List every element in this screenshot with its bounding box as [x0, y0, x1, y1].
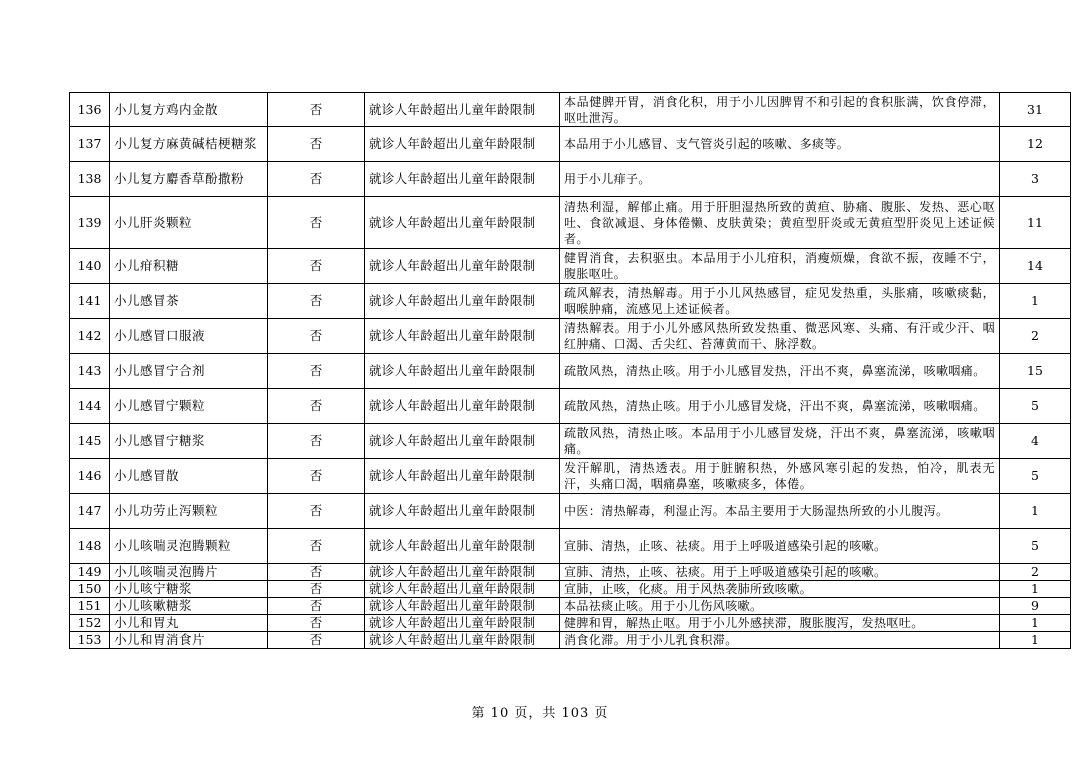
row-number: 136 — [70, 93, 110, 127]
restriction-rule: 就诊人年龄超出儿童年龄限制 — [365, 162, 560, 197]
table-row — [70, 615, 1071, 632]
table-row — [70, 319, 1071, 354]
restriction-rule: 就诊人年龄超出儿童年龄限制 — [365, 354, 560, 389]
drug-name: 小儿疳积糖 — [110, 249, 268, 284]
row-number: 149 — [70, 564, 110, 581]
row-number: 141 — [70, 284, 110, 319]
restriction-flag: 否 — [268, 389, 365, 424]
table-row — [70, 93, 1071, 127]
row-number: 148 — [70, 529, 110, 564]
drug-name: 小儿咳喘灵泡腾颗粒 — [110, 529, 268, 564]
restriction-rule: 就诊人年龄超出儿童年龄限制 — [365, 615, 560, 632]
row-number: 145 — [70, 424, 110, 459]
table-row — [70, 632, 1071, 649]
restriction-flag: 否 — [268, 162, 365, 197]
drug-indication: 本品祛痰止咳。用于小儿伤风咳嗽。 — [560, 598, 1000, 615]
restriction-rule: 就诊人年龄超出儿童年龄限制 — [365, 93, 560, 127]
drug-indication: 本品健脾开胃，消食化积，用于小儿因脾胃不和引起的食积胀满，饮食停滞，呕吐泄泻。 — [560, 93, 1000, 127]
restriction-rule: 就诊人年龄超出儿童年龄限制 — [365, 564, 560, 581]
drug-indication: 本品用于小儿感冒、支气管炎引起的咳嗽、多痰等。 — [560, 127, 1000, 162]
violation-count: 11 — [1000, 197, 1071, 249]
violation-count: 1 — [1000, 632, 1071, 649]
drug-indication: 宣肺，止咳，化痰。用于风热袭肺所致咳嗽。 — [560, 581, 1000, 598]
restriction-rule: 就诊人年龄超出儿童年龄限制 — [365, 459, 560, 494]
restriction-flag: 否 — [268, 424, 365, 459]
violation-count: 1 — [1000, 615, 1071, 632]
restriction-flag: 否 — [268, 93, 365, 127]
table-row — [70, 389, 1071, 424]
restriction-flag: 否 — [268, 581, 365, 598]
row-number: 153 — [70, 632, 110, 649]
table-row — [70, 581, 1071, 598]
drug-indication: 清热解表。用于小儿外感风热所致发热重、微恶风寒、头痛、有汗或少汗、咽红肿痛、口渴、舌尖红、苔薄黄而干、脉浮数。 — [560, 319, 1000, 354]
table-row — [70, 598, 1071, 615]
page-footer: 第 10 页，共 103 页 — [471, 706, 609, 721]
table-row — [70, 162, 1071, 197]
restriction-flag: 否 — [268, 354, 365, 389]
violation-count: 5 — [1000, 529, 1071, 564]
drug-name: 小儿感冒散 — [110, 459, 268, 494]
violation-count: 2 — [1000, 319, 1071, 354]
violation-count: 5 — [1000, 459, 1071, 494]
restriction-flag: 否 — [268, 615, 365, 632]
restriction-rule: 就诊人年龄超出儿童年龄限制 — [365, 389, 560, 424]
table-row — [70, 127, 1071, 162]
drug-name: 小儿感冒宁颗粒 — [110, 389, 268, 424]
drug-indication: 健胃消食，去积驱虫。本品用于小儿疳积，消瘦烦燥，食欲不振，夜睡不宁，腹胀呕吐。 — [560, 249, 1000, 284]
drug-name: 小儿肝炎颗粒 — [110, 197, 268, 249]
restriction-rule: 就诊人年龄超出儿童年龄限制 — [365, 632, 560, 649]
restriction-rule: 就诊人年龄超出儿童年龄限制 — [365, 249, 560, 284]
violation-count: 1 — [1000, 494, 1071, 529]
drug-name: 小儿感冒宁糖浆 — [110, 424, 268, 459]
violation-count: 4 — [1000, 424, 1071, 459]
row-number: 142 — [70, 319, 110, 354]
restriction-flag: 否 — [268, 459, 365, 494]
drug-name: 小儿和胃丸 — [110, 615, 268, 632]
drug-indication: 发汗解肌，清热透表。用于脏腑积热，外感风寒引起的发热，怕冷，肌表无汗，头痛口渴，咽痛鼻塞，咳嗽痰多，体倦。 — [560, 459, 1000, 494]
row-number: 151 — [70, 598, 110, 615]
violation-count: 5 — [1000, 389, 1071, 424]
restriction-rule: 就诊人年龄超出儿童年龄限制 — [365, 319, 560, 354]
restriction-rule: 就诊人年龄超出儿童年龄限制 — [365, 424, 560, 459]
drug-name: 小儿咳嗽糖浆 — [110, 598, 268, 615]
violation-count: 2 — [1000, 564, 1071, 581]
drug-name: 小儿咳宁糖浆 — [110, 581, 268, 598]
row-number: 144 — [70, 389, 110, 424]
row-number: 140 — [70, 249, 110, 284]
row-number: 147 — [70, 494, 110, 529]
violation-count: 1 — [1000, 284, 1071, 319]
drug-indication: 疏散风热，清热止咳。用于小儿感冒发烧，汗出不爽，鼻塞流涕，咳嗽咽痛。 — [560, 389, 1000, 424]
drug-indication: 中医：清热解毒，利湿止泻。本品主要用于大肠湿热所致的小儿腹泻。 — [560, 494, 1000, 529]
drug-name: 小儿复方鸡内金散 — [110, 93, 268, 127]
drug-indication: 疏散风热，清热止咳。用于小儿感冒发热，汗出不爽，鼻塞流涕，咳嗽咽痛。 — [560, 354, 1000, 389]
drug-name: 小儿复方麻黄碱桔梗糖浆 — [110, 127, 268, 162]
table-row — [70, 564, 1071, 581]
row-number: 143 — [70, 354, 110, 389]
row-number: 137 — [70, 127, 110, 162]
restriction-flag: 否 — [268, 529, 365, 564]
drug-indication: 疏散风热，清热止咳。本品用于小儿感冒发烧，汗出不爽，鼻塞流涕，咳嗽咽痛。 — [560, 424, 1000, 459]
violation-count: 3 — [1000, 162, 1071, 197]
drug-indication: 疏风解表，清热解毒。用于小儿风热感冒，症见发热重，头胀痛，咳嗽痰黏，咽喉肿痛，流感见上述证候者。 — [560, 284, 1000, 319]
row-number: 138 — [70, 162, 110, 197]
table-row — [70, 249, 1071, 284]
drug-indication: 消食化滞。用于小儿乳食积滞。 — [560, 632, 1000, 649]
drug-name: 小儿复方麝香草酚撒粉 — [110, 162, 268, 197]
restriction-flag: 否 — [268, 197, 365, 249]
table-row — [70, 529, 1071, 564]
row-number: 150 — [70, 581, 110, 598]
drug-indication: 用于小儿痱子。 — [560, 162, 1000, 197]
drug-name: 小儿功劳止泻颗粒 — [110, 494, 268, 529]
violation-count: 12 — [1000, 127, 1071, 162]
restriction-flag: 否 — [268, 598, 365, 615]
restriction-rule: 就诊人年龄超出儿童年龄限制 — [365, 581, 560, 598]
restriction-flag: 否 — [268, 127, 365, 162]
drug-name: 小儿咳喘灵泡腾片 — [110, 564, 268, 581]
violation-count: 15 — [1000, 354, 1071, 389]
table-row — [70, 424, 1071, 459]
table-row — [70, 284, 1071, 319]
restriction-rule: 就诊人年龄超出儿童年龄限制 — [365, 127, 560, 162]
drug-indication: 健脾和胃，解热止呕。用于小儿外感挟滞，腹胀腹泻，发热呕吐。 — [560, 615, 1000, 632]
violation-count: 31 — [1000, 93, 1071, 127]
drug-name: 小儿感冒宁合剂 — [110, 354, 268, 389]
restriction-rule: 就诊人年龄超出儿童年龄限制 — [365, 284, 560, 319]
violation-count: 1 — [1000, 581, 1071, 598]
row-number: 139 — [70, 197, 110, 249]
drug-restriction-table — [69, 92, 1071, 649]
violation-count: 14 — [1000, 249, 1071, 284]
drug-indication: 清热利湿，解郁止痛。用于肝胆湿热所致的黄疸、胁痛、腹胀、发热、恶心呕吐、食欲减退、身体倦懒、皮肤黄染；黄疸型肝炎或无黄疸型肝炎见上述证候者。 — [560, 197, 1000, 249]
restriction-flag: 否 — [268, 632, 365, 649]
drug-name: 小儿感冒口服液 — [110, 319, 268, 354]
row-number: 152 — [70, 615, 110, 632]
drug-indication: 宣肺、清热，止咳、祛痰。用于上呼吸道感染引起的咳嗽。 — [560, 564, 1000, 581]
table-row — [70, 354, 1071, 389]
restriction-flag: 否 — [268, 249, 365, 284]
restriction-flag: 否 — [268, 564, 365, 581]
violation-count: 9 — [1000, 598, 1071, 615]
table-row — [70, 197, 1071, 249]
restriction-rule: 就诊人年龄超出儿童年龄限制 — [365, 598, 560, 615]
restriction-flag: 否 — [268, 284, 365, 319]
row-number: 146 — [70, 459, 110, 494]
restriction-flag: 否 — [268, 319, 365, 354]
restriction-rule: 就诊人年龄超出儿童年龄限制 — [365, 529, 560, 564]
restriction-flag: 否 — [268, 494, 365, 529]
restriction-rule: 就诊人年龄超出儿童年龄限制 — [365, 494, 560, 529]
restriction-rule: 就诊人年龄超出儿童年龄限制 — [365, 197, 560, 249]
drug-indication: 宣肺、清热，止咳、祛痰。用于上呼吸道感染引起的咳嗽。 — [560, 529, 1000, 564]
drug-name: 小儿感冒茶 — [110, 284, 268, 319]
table-row — [70, 494, 1071, 529]
table-row — [70, 459, 1071, 494]
drug-name: 小儿和胃消食片 — [110, 632, 268, 649]
